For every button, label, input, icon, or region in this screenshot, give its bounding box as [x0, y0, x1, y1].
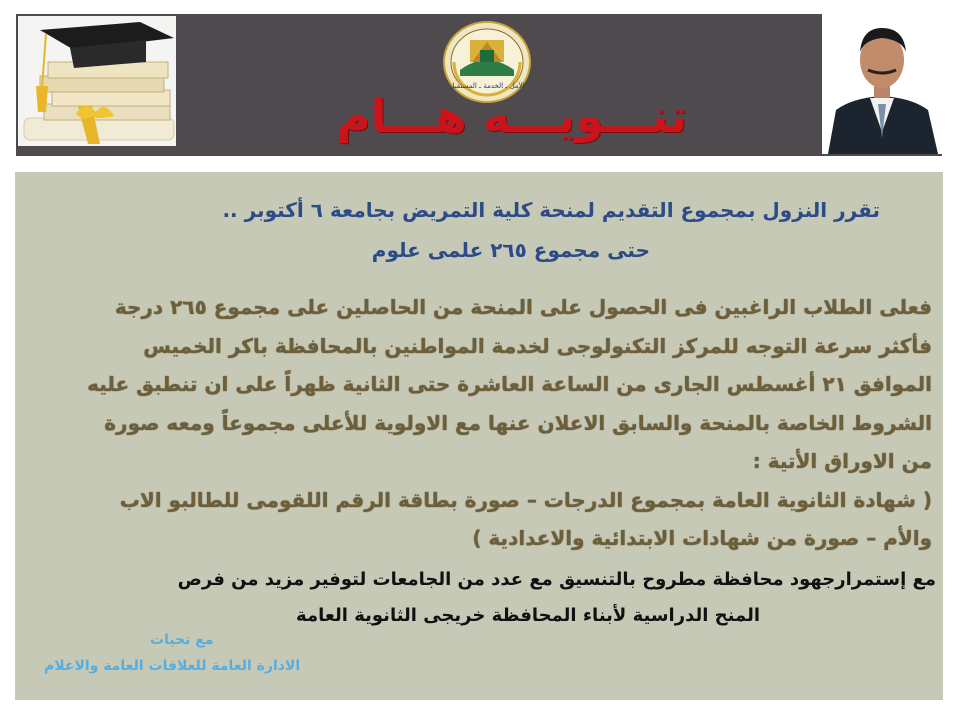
- official-portrait: [822, 14, 942, 154]
- closing-line-1: مع إستمرارجهود محافظة مطروح بالتنسيق مع عدد من الجامعات لتوفير مزيد من فرص: [177, 569, 936, 590]
- body-line: الشروط الخاصة بالمنحة والسابق الاعلان عنها مع الاولوية للأعلى مجموعاً ومعه صورة: [104, 410, 932, 435]
- notice-title: تنـــويـــه هـــام: [336, 89, 688, 143]
- header-band: [16, 14, 942, 156]
- signature-greeting: مع تحيات: [150, 632, 214, 648]
- body-line: الموافق ٢١ أغسطس الجارى من الساعة العاشرة حتى الثانية ظهراً على ان تنطبق عليه: [87, 372, 932, 396]
- announcement-line-1: تقرر النزول بمجموع التقديم لمنحة كلية التمريض بجامعة ٦ أكتوبر ..: [222, 198, 880, 222]
- svg-text:الأمل ـ الخدمة ـ المستقبل: الأمل ـ الخدمة ـ المستقبل: [449, 82, 525, 90]
- body-text: [22, 288, 932, 558]
- body-line: ( شهادة الثانوية العامة بمجموع الدرجات – صورة بطاقة الرقم اللقومى للطالبو الاب: [119, 487, 932, 512]
- closing-text: [26, 562, 936, 634]
- body-line: فعلى الطلاب الراغبين فى الحصول على المنحة من الحاصلين على مجموع ٢٦٥ درجة: [114, 295, 932, 319]
- body-line: فأكثر سرعة التوجه للمركز التكنولوجى لخدمة المواطنين بالمحافظة باكر الخميس: [143, 333, 932, 358]
- body-line: والأم – صورة من شهادات الابتدائية والاعدادية ): [472, 526, 932, 550]
- graduation-cap-books-icon: [18, 16, 176, 146]
- closing-line-2: المنح الدراسية لأبناء المحافظة خريجى الثانوية العامة: [296, 605, 760, 626]
- body-line: من الاوراق الأتية :: [752, 449, 932, 473]
- announcement-line-2: حتى مجموع ٢٦٥ علمى علوم: [371, 238, 650, 262]
- signature-department: الادارة العامة للعلاقات العامة والاعلام: [44, 658, 301, 674]
